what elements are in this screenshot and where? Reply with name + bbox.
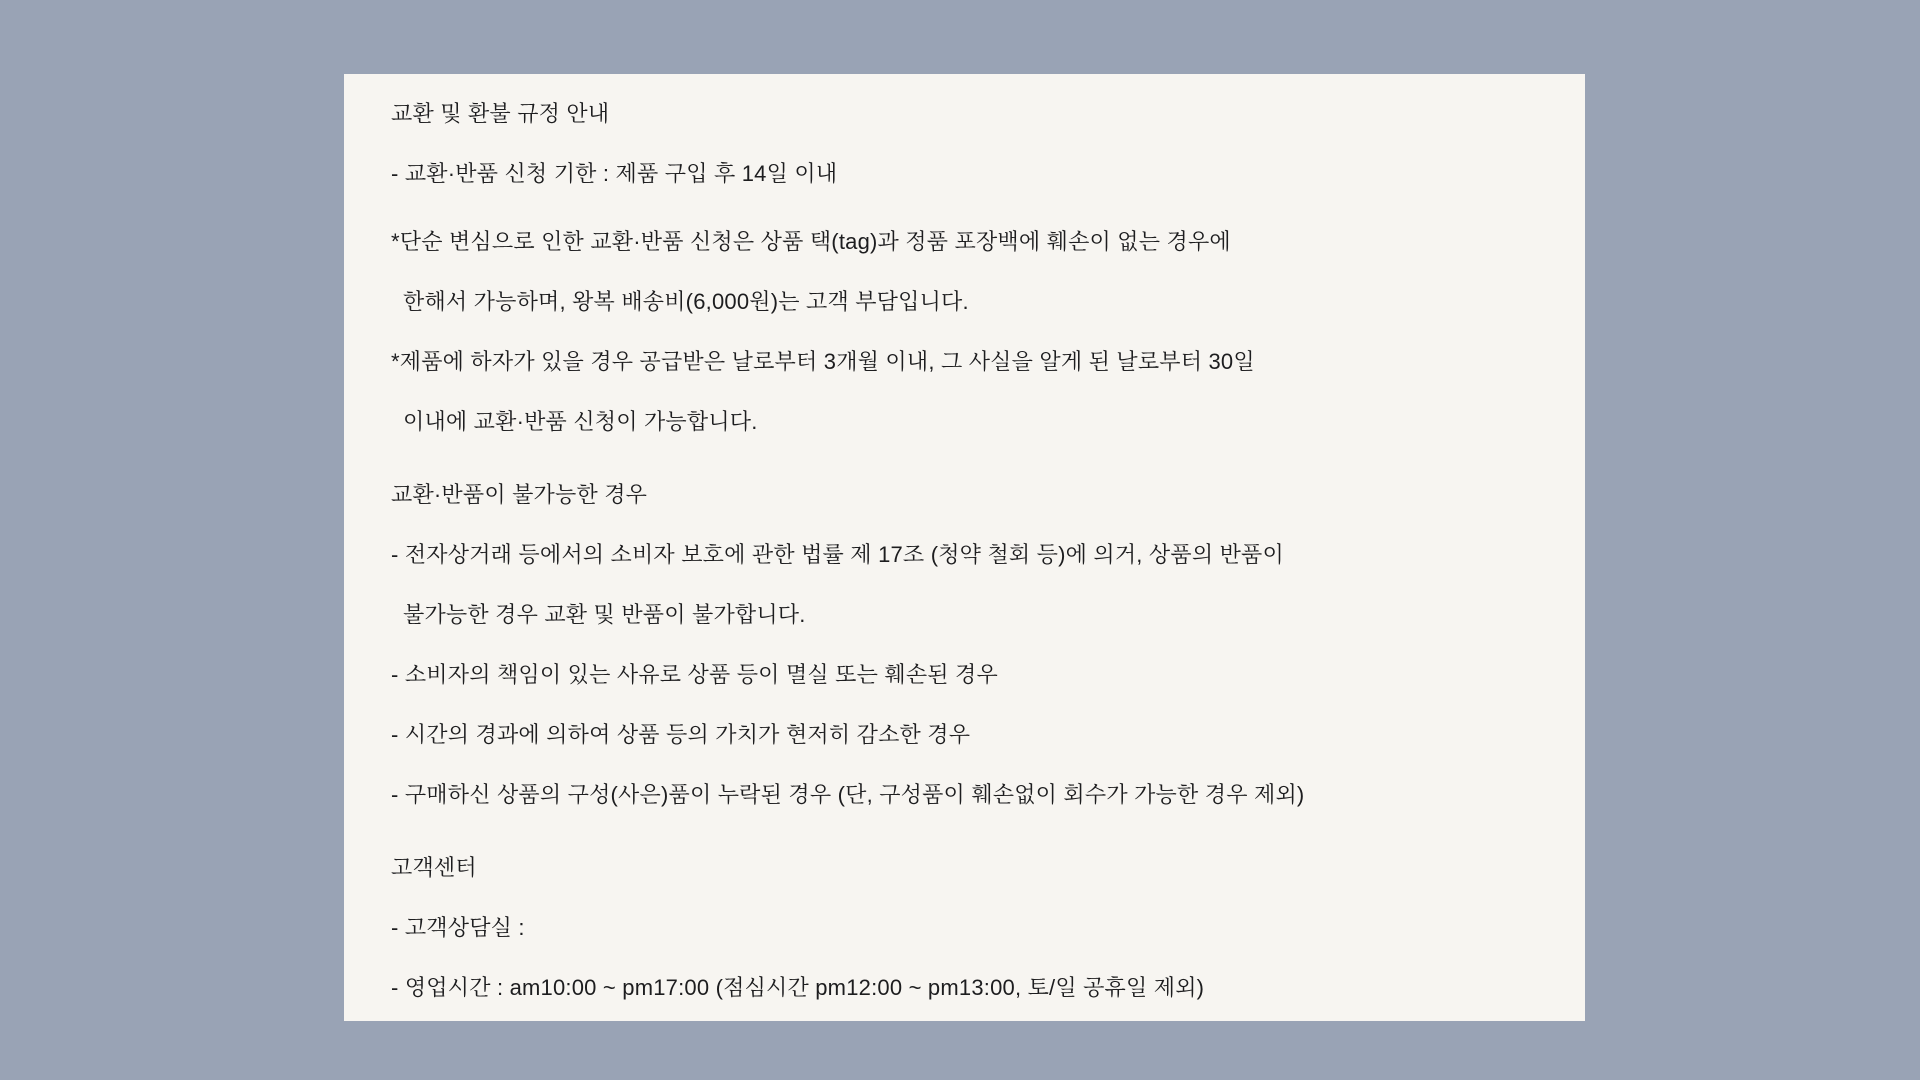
policy-notice-panel <box>344 74 1585 1021</box>
change-of-mind-line1: *단순 변심으로 인한 교환·반품 신청은 상품 택(tag)과 정품 포장백에 훼손이 없는 경우에 <box>391 229 1231 254</box>
customer-center-hours: - 영업시간 : am10:00 ~ pm17:00 (점심시간 pm12:00 ~ pm13:00, 토/일 공휴일 제외) <box>391 975 1205 1000</box>
not-allowed-law-line2: 불가능한 경우 교환 및 반품이 불가합니다. <box>403 602 806 627</box>
not-allowed-time-elapsed: - 시간의 경과에 의하여 상품 등의 가치가 현저히 감소한 경우 <box>391 722 971 747</box>
not-allowed-heading: 교환·반품이 불가능한 경우 <box>391 482 648 507</box>
defect-policy-line1: *제품에 하자가 있을 경우 공급받은 날로부터 3개월 이내, 그 사실을 알게 된 날로부터 30일 <box>391 349 1255 374</box>
not-allowed-consumer-fault: - 소비자의 책임이 있는 사유로 상품 등이 멸실 또는 훼손된 경우 <box>391 662 998 687</box>
policy-title: 교환 및 환불 규정 안내 <box>391 101 610 126</box>
customer-center-heading: 고객센터 <box>391 855 477 880</box>
not-allowed-law-line1: - 전자상거래 등에서의 소비자 보호에 관한 법률 제 17조 (청약 철회 등)에 의거, 상품의 반품이 <box>391 542 1284 567</box>
change-of-mind-line2: 한해서 가능하며, 왕복 배송비(6,000원)는 고객 부담입니다. <box>403 289 969 314</box>
customer-center-hotline: - 고객상담실 : <box>391 915 525 940</box>
not-allowed-missing-component: - 구매하신 상품의 구성(사은)품이 누락된 경우 (단, 구성품이 훼손없이 회수가 가능한 경우 제외) <box>391 782 1305 807</box>
defect-policy-line2: 이내에 교환·반품 신청이 가능합니다. <box>403 409 758 434</box>
exchange-deadline-line: - 교환·반품 신청 기한 : 제품 구입 후 14일 이내 <box>391 161 838 186</box>
